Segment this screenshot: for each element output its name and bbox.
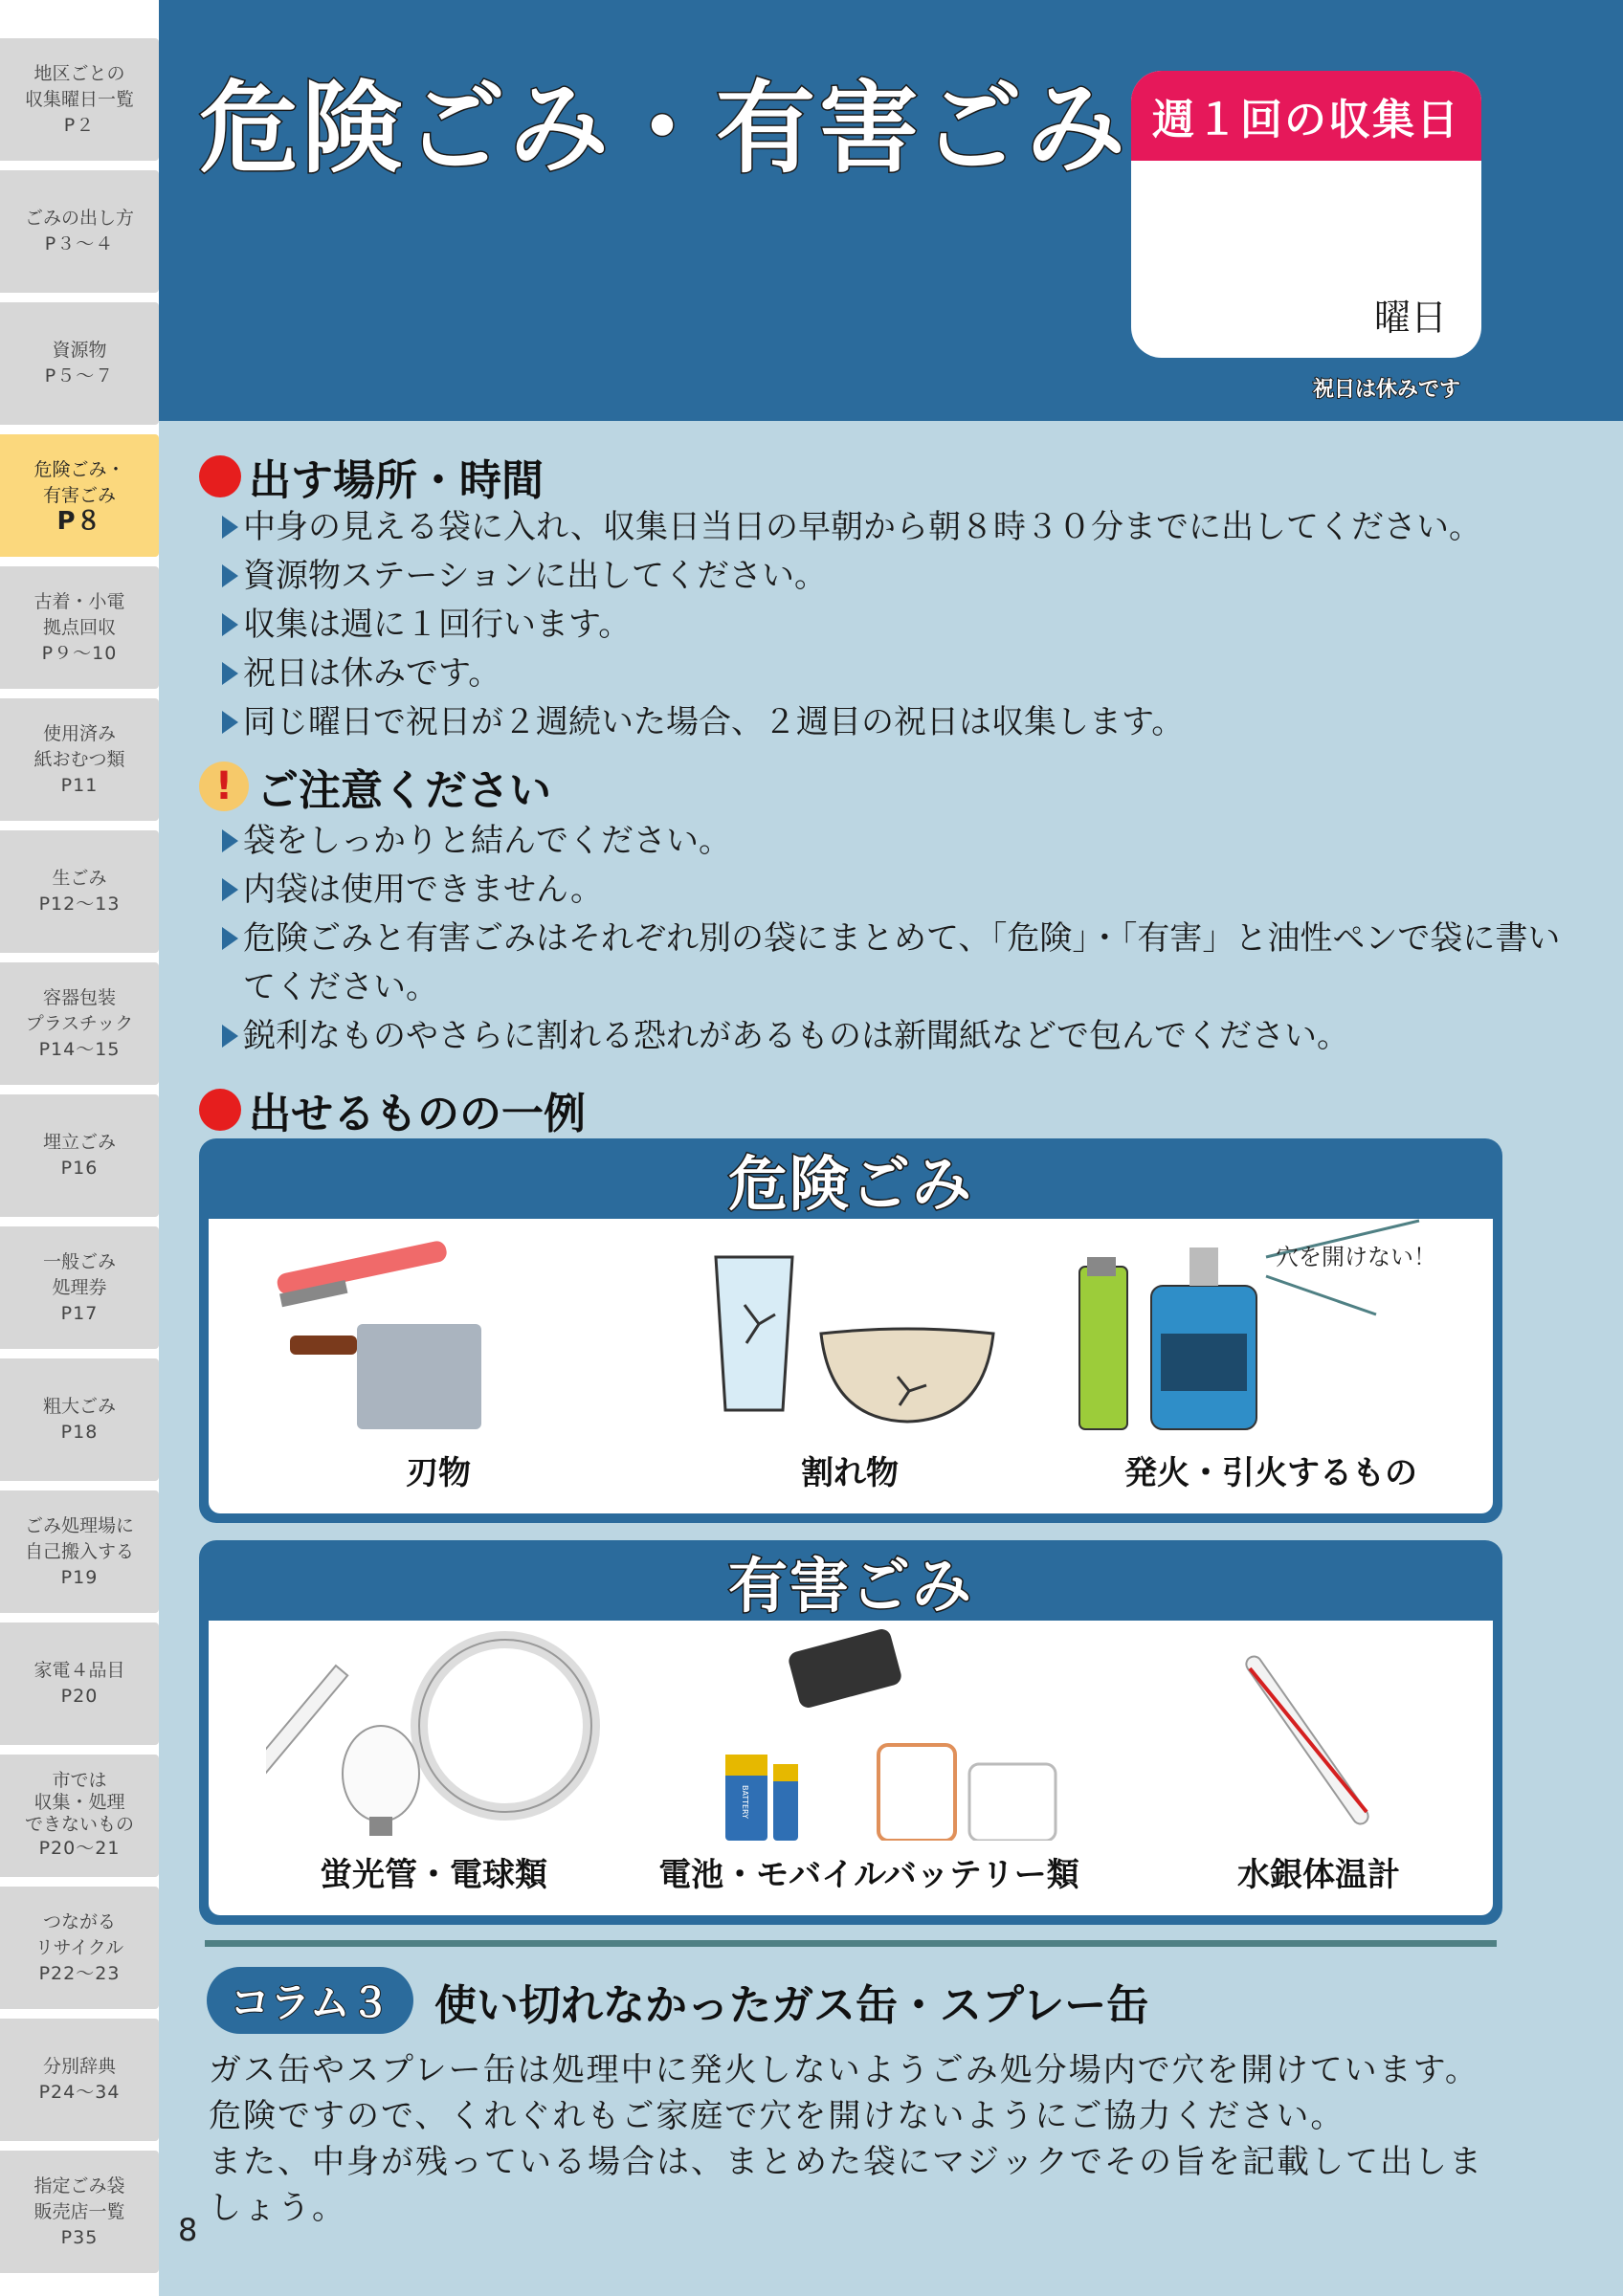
- sidebar-tab-page: P14～15: [38, 1038, 121, 1060]
- item-thermometer: [1166, 1621, 1472, 1915]
- sidebar-tab-page: P17: [60, 1302, 99, 1324]
- sidebar-tab-page: P２: [63, 114, 96, 136]
- section-heading-text: 出す場所・時間: [249, 456, 544, 505]
- sidebar-tab-label: 古着・小電 拠点回収: [33, 590, 125, 638]
- sidebar-tab-label: 指定ごみ袋 販売店一覧: [33, 2175, 125, 2222]
- collection-day-box-title: 週１回の収集日: [1131, 71, 1481, 161]
- dangerous-waste-panel: [199, 1138, 1502, 1523]
- index-sidebar: [0, 0, 159, 2296]
- list-item: 同じ曜日で祝日が２週続いた場合、２週目の祝日は収集します。: [220, 698, 1579, 747]
- sidebar-tab-label: 地区ごとの 収集曜日一覧: [24, 62, 134, 110]
- section-heading-text: ご注意ください: [256, 766, 551, 815]
- item-breakables: [687, 1219, 1012, 1513]
- sidebar-tab-label: つながる リサイクル: [34, 1910, 124, 1958]
- sidebar-tab-label: 使用済み 紙おむつ類: [33, 722, 125, 770]
- sidebar-tab-page: P20～21: [38, 1838, 121, 1859]
- sidebar-tab-page: P９～10: [41, 642, 118, 664]
- collection-day-box: [1131, 71, 1481, 358]
- sidebar-tab-recycle[interactable]: [0, 1887, 159, 2009]
- list-item: 祝日は休みです。: [220, 650, 1579, 698]
- panel-body: [209, 1621, 1493, 1915]
- sidebar-tab-landfill[interactable]: [0, 1094, 159, 1217]
- section-heading-text: 出せるものの一例: [249, 1090, 586, 1138]
- sidebar-tab-page: P22～23: [38, 1962, 121, 1984]
- list-item: 中身の見える袋に入れ、収集日当日の早朝から朝８時３０分までに出してください。: [220, 503, 1579, 552]
- sidebar-tab-label: 市では 収集・処理 できないもの: [24, 1770, 134, 1835]
- panel-title: 危険ごみ: [727, 1148, 973, 1219]
- sidebar-tab-diapers[interactable]: [0, 698, 159, 821]
- sidebar-tab-label: 埋立ごみ: [42, 1132, 116, 1153]
- sidebar-tab-page: P８: [56, 506, 102, 536]
- item-fluorescent: [266, 1621, 601, 1915]
- item-blades: [266, 1219, 611, 1513]
- column-body: [209, 2047, 1510, 2231]
- sidebar-tab-label: 家電４品目: [33, 1660, 125, 1681]
- sidebar-tab-page: P16: [60, 1158, 99, 1179]
- main-content: [159, 0, 1623, 2296]
- thermometer-icon: [1166, 1621, 1472, 1841]
- sidebar-tab-appliances[interactable]: [0, 1623, 159, 1745]
- page-number: 8: [178, 2212, 198, 2248]
- broken-glass-icon: [687, 1219, 1012, 1439]
- item-label: 刃物: [406, 1454, 471, 1492]
- red-dot-icon: [199, 1089, 241, 1131]
- sidebar-tab-how-to[interactable]: [0, 170, 159, 293]
- sidebar-tab-not-collected[interactable]: [0, 1755, 159, 1877]
- sidebar-tab-food-waste[interactable]: [0, 830, 159, 953]
- panel-title: 有害ごみ: [727, 1550, 973, 1621]
- sidebar-tab-label: 分別辞典: [42, 2056, 116, 2077]
- item-label: 水銀体温計: [1237, 1856, 1400, 1894]
- item-label: 割れ物: [801, 1454, 899, 1492]
- knife-icon: [266, 1219, 611, 1439]
- harmful-waste-panel: [199, 1540, 1502, 1925]
- column-divider: [205, 1940, 1497, 1947]
- light-bulb-icon: [266, 1621, 601, 1841]
- sidebar-tab-hazardous[interactable]: [0, 434, 159, 557]
- sidebar-tab-bulky[interactable]: [0, 1358, 159, 1481]
- column-badge: コラム３: [207, 1967, 413, 2034]
- item-batteries: [630, 1621, 1108, 1915]
- column-title: 使い切れなかったガス缶・スプレー缶: [434, 1981, 1149, 2030]
- sidebar-tab-clothes[interactable]: [0, 566, 159, 689]
- item-flammables: [1060, 1219, 1481, 1513]
- holiday-note: 祝日は休みです: [1313, 378, 1461, 402]
- sidebar-tab-schedule[interactable]: [0, 38, 159, 161]
- column-paragraph: また、中身が残っている場合は、まとめた袋にマジックでその旨を記載して出しましょう。: [209, 2143, 1483, 2227]
- page-title: 危険ごみ・有害ごみ: [199, 70, 1130, 187]
- sidebar-tab-label: 資源物: [52, 340, 107, 361]
- sidebar-tab-resources[interactable]: [0, 302, 159, 425]
- sidebar-tab-page: P35: [60, 2226, 99, 2248]
- page-header: [159, 0, 1623, 421]
- item-label: 蛍光管・電球類: [320, 1856, 547, 1894]
- list-item: 危険ごみと有害ごみはそれぞれ別の袋にまとめて、「危険」・「有害」と油性ペンで袋に書いてください。: [220, 915, 1579, 1012]
- section-heading-caution: [199, 756, 551, 817]
- list-item: 資源物ステーションに出してください。: [220, 552, 1579, 601]
- sidebar-tab-label: 生ごみ: [52, 868, 107, 889]
- column-paragraph: 危険ですので、くれぐれもご家庭で穴を開けないようにご協力ください。: [209, 2097, 1345, 2135]
- when-bullet-list: [220, 503, 1579, 747]
- sidebar-tab-page: P３～４: [44, 233, 115, 254]
- battery-icon: [630, 1621, 1108, 1841]
- list-item: 収集は週に１回行います。: [220, 601, 1579, 650]
- sidebar-tab-plastic[interactable]: [0, 962, 159, 1085]
- callout-text: 穴を開けない！: [1276, 1244, 1436, 1270]
- exclamation-icon: !: [199, 762, 249, 811]
- panel-body: [209, 1219, 1493, 1513]
- battery-text: BATTERY: [740, 1785, 749, 1819]
- item-label: 発火・引火するもの: [1124, 1454, 1417, 1492]
- sidebar-tab-self-delivery[interactable]: [0, 1490, 159, 1613]
- sidebar-tab-label: 容器包装 プラスチック: [25, 986, 134, 1034]
- column-paragraph: ガス缶やスプレー缶は処理中に発火しないようごみ処分場内で穴を開けています。: [209, 2051, 1479, 2089]
- sidebar-tab-label: ごみ処理場に 自己搬入する: [24, 1514, 134, 1562]
- list-item: 内袋は使用できません。: [220, 866, 1579, 915]
- section-heading-when: [199, 446, 544, 507]
- sidebar-tab-dictionary[interactable]: [0, 2019, 159, 2141]
- sidebar-tab-page: P24～34: [38, 2082, 121, 2103]
- caution-bullet-list: [220, 817, 1579, 1061]
- sidebar-tab-page: P20: [60, 1686, 99, 1707]
- sidebar-tab-label: ごみの出し方: [24, 208, 134, 229]
- collection-day-suffix: 曜日: [1373, 297, 1447, 339]
- sidebar-tab-label: 危険ごみ・ 有害ごみ: [33, 458, 125, 506]
- list-item: 袋をしっかりと結んでください。: [220, 817, 1579, 866]
- section-heading-examples: [199, 1079, 586, 1140]
- sidebar-tab-page: P12～13: [38, 894, 121, 915]
- sidebar-tab-page: P５～７: [44, 365, 115, 386]
- sidebar-tab-stores[interactable]: [0, 2151, 159, 2273]
- sidebar-tab-label: 一般ごみ 処理券: [42, 1250, 116, 1298]
- item-label: 電池・モバイルバッテリー類: [658, 1856, 1079, 1894]
- sidebar-tab-page: P11: [60, 774, 99, 796]
- list-item: 鋭利なものやさらに割れる恐れがあるものは新聞紙などで包んでください。: [220, 1012, 1579, 1061]
- sidebar-tab-tickets[interactable]: [0, 1226, 159, 1349]
- red-dot-icon: [199, 455, 241, 497]
- sidebar-tab-page: P19: [60, 1566, 99, 1588]
- sidebar-tab-label: 粗大ごみ: [42, 1396, 116, 1417]
- sidebar-tab-page: P18: [60, 1422, 99, 1443]
